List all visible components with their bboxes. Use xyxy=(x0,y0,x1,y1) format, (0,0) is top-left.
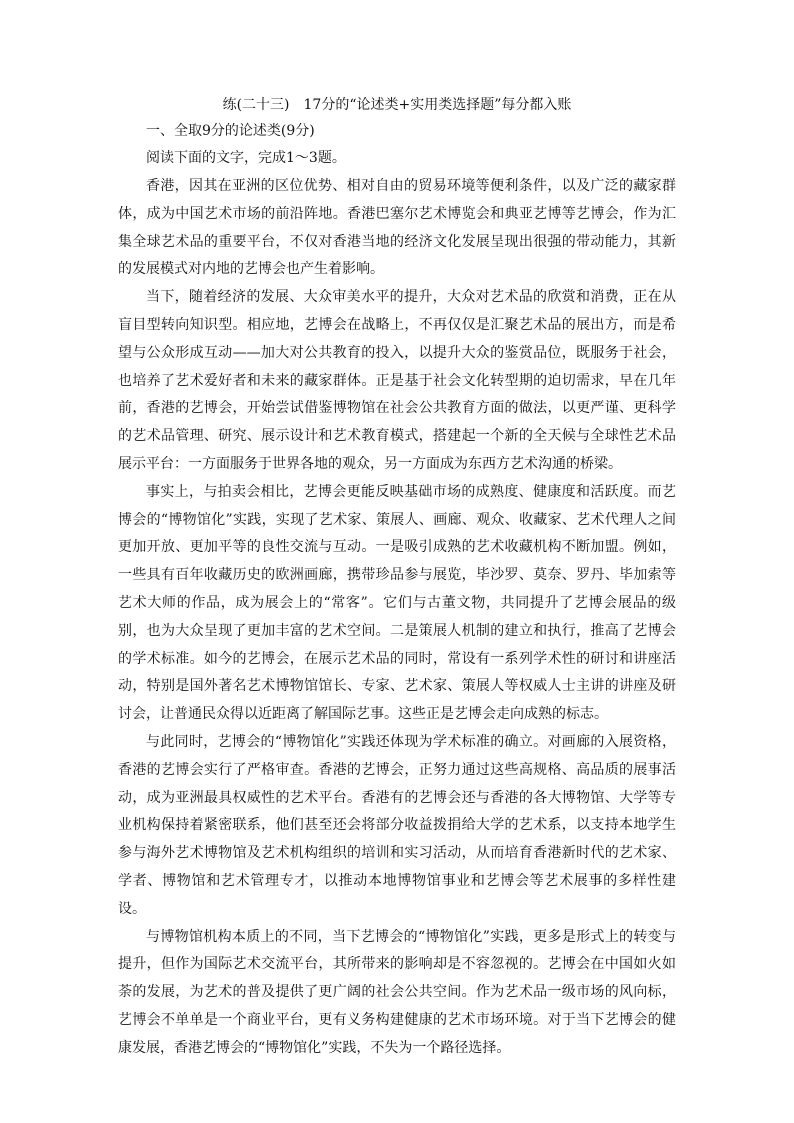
paragraph-3: 事实上，与拍卖会相比，艺博会更能反映基础市场的成熟度、健康度和活跃度。而艺博会的“博物馆化”实践，实现了艺术家、策展人、画廊、观众、收藏家、艺术代理人之间更加开放、更加平等的良性交流与互动。一是吸引成熟的艺术收藏机构不断加盟。例如，一些具有百年收藏历史的欧洲画廊，携带珍品参与展览，毕沙罗、莫奈、罗丹、毕加索等艺术大师的作品，成为展会上的“常客”。它们与古董文物，共同提升了艺博会展品的级别，也为大众呈现了更加丰富的艺术空间。二是策展人机制的建立和执行，推高了艺博会的学术标准。如今的艺博会，在展示艺术品的同时，常设有一系列学术性的研讨和讲座活动，特别是国外著名艺术博物馆馆长、专家、艺术家、策展人等权威人士主讲的讲座及研讨会，让普通民众得以近距离了解国际艺事。这些正是艺博会走向成熟的标志。 xyxy=(118,483,676,723)
page-title: 练(二十三) 17分的“论述类+实用类选择题”每分都入账 xyxy=(222,97,572,113)
paragraph-2: 当下，随着经济的发展、大众审美水平的提升，大众对艺术品的欣赏和消费，正在从盲目型转向知识型。相应地，艺博会在战略上，不再仅仅是汇聚艺术品的展出方，而是希望与公众形成互动——加大对公共教育的投入，以提升大众的鉴赏品位，既服务于社会，也培养了艺术爱好者和未来的藏家群体。正是基于社会文化转型期的迫切需求，早在几年前，香港的艺博会，开始尝试借鉴博物馆在社会公共教育方面的做法，以更严谨、更科学的艺术品管理、研究、展示设计和艺术教育模式，搭建起一个新的全天候与全球性艺术品展示平台：一方面服务于世界各地的观众，另一方面成为东西方艺术沟通的桥梁。 xyxy=(118,289,676,472)
section-heading: 一、全取9分的论述类(9分) xyxy=(146,123,315,139)
paragraph-4: 与此同时，艺博会的“博物馆化”实践还体现为学术标准的确立。对画廊的入展资格，香港的艺博会实行了严格审查。香港的艺博会，正努力通过这些高规格、高品质的展事活动，成为亚洲最具权威性的艺术平台。香港有的艺博会还与香港的各大博物馆、大学等专业机构保持着紧密联系，他们甚至还会将部分收益拨捐给大学的艺术系，以支持本地学生参与海外艺术博物馆及艺术机构组织的培训和实习活动，从而培育香港新时代的艺术家、学者、博物馆和艺术管理专才，以推动本地博物馆事业和艺博会等艺术展事的多样性建设。 xyxy=(118,733,676,917)
paragraph-5: 与博物馆机构本质上的不同，当下艺博会的“博物馆化”实践，更多是形式上的转变与提升，但作为国际艺术交流平台，其所带来的影响却是不容忽视的。艺博会在中国如火如荼的发展，为艺术的普及提供了更广阔的社会公共空间。作为艺术品一级市场的风向标，艺博会不单单是一个商业平台，更有义务构建健康的艺术市场环境。对于当下艺博会的健康发展，香港艺博会的“博物馆化”实践，不失为一个路径选择。 xyxy=(118,928,676,1056)
reading-instruction: 阅读下面的文字，完成1～3题。 xyxy=(146,150,346,166)
paragraph-1: 香港，因其在亚洲的区位优势、相对自由的贸易环境等便利条件，以及广泛的藏家群体，成为中国艺术市场的前沿阵地。香港巴塞尔艺术博览会和典亚艺博等艺博会，作为汇集全球艺术品的重要平台，不仅对香港当地的经济文化发展呈现出很强的带动能力，其新的发展模式对内地的艺博会也产生着影响。 xyxy=(118,178,676,278)
